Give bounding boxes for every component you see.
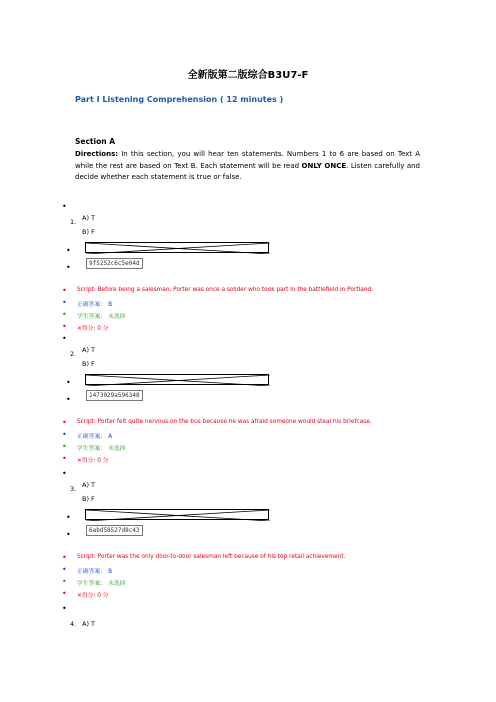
correct-answer-label: 正确答案: bbox=[77, 434, 103, 440]
broken-image-icon bbox=[86, 375, 270, 386]
audio-player-placeholder[interactable] bbox=[85, 242, 269, 253]
bullet: • bbox=[66, 378, 71, 387]
directions-paragraph bbox=[75, 149, 420, 184]
student-answer-value: 未选择 bbox=[108, 581, 126, 587]
correct-answer-value: B bbox=[108, 302, 113, 308]
bullet: • bbox=[62, 286, 67, 295]
question-number: 4. bbox=[70, 620, 77, 628]
bullet: • bbox=[62, 565, 67, 574]
score-text: ✕得分: 0 分 bbox=[77, 458, 109, 464]
bullet: • bbox=[62, 202, 67, 211]
audio-player-placeholder[interactable] bbox=[85, 509, 269, 520]
student-answer-value: 未选择 bbox=[108, 446, 126, 452]
question-number: 1. bbox=[70, 218, 77, 226]
option-b[interactable]: B) F bbox=[82, 228, 95, 236]
bullet: • bbox=[66, 263, 71, 272]
bullet: • bbox=[62, 454, 67, 463]
question-number: 2. bbox=[70, 350, 77, 358]
option-a[interactable]: A) T bbox=[82, 481, 96, 489]
bullet: • bbox=[62, 418, 67, 427]
bullet: • bbox=[66, 513, 71, 522]
bullet: • bbox=[62, 310, 67, 319]
score-text: ✕得分: 0 分 bbox=[77, 593, 109, 599]
correct-answer-value: B bbox=[108, 569, 113, 575]
directions-label: Directions: bbox=[75, 150, 119, 158]
script-text: Script: Porter was the only door-to-door salesman left because of his top retail achievement. bbox=[77, 554, 346, 560]
student-answer-label: 学生答案: bbox=[77, 314, 103, 320]
correct-answer-value: A bbox=[108, 434, 113, 440]
document-title: 全新版第二版综合B3U7-F bbox=[187, 70, 309, 81]
score-text: ✕得分: 0 分 bbox=[77, 326, 109, 332]
student-answer bbox=[77, 578, 126, 587]
broken-image-icon bbox=[86, 243, 270, 254]
broken-image-icon bbox=[86, 510, 270, 521]
student-answer bbox=[77, 443, 126, 452]
question-number: 3. bbox=[70, 485, 77, 493]
bullet: • bbox=[62, 334, 67, 343]
bullet: • bbox=[66, 395, 71, 404]
bullet: • bbox=[62, 553, 67, 562]
directions-text-2: . Listen carefully and decide whether each statement is true or false. bbox=[75, 161, 420, 181]
script-text: Script: Porter felt quite nervous on the bus because he was afraid someone would steal his briefcase. bbox=[77, 419, 372, 425]
bullet: • bbox=[62, 577, 67, 586]
script-text: Script: Before being a salesman, Porter was once a solider who took part in the battlefield in Portland. bbox=[77, 287, 373, 293]
student-answer-value: 未选择 bbox=[108, 314, 126, 320]
audio-code-box: 9f5252c6c5e04d bbox=[86, 258, 143, 269]
part-heading: Part I Listening Comprehension ( 12 minutes ) bbox=[75, 95, 284, 104]
option-a[interactable]: A) T bbox=[82, 214, 96, 222]
bullet: • bbox=[66, 246, 71, 255]
bullet: • bbox=[62, 322, 67, 331]
option-b[interactable]: B) F bbox=[82, 495, 95, 503]
audio-code-box: 6abd58527d8c43 bbox=[86, 525, 143, 536]
correct-answer-label: 正确答案: bbox=[77, 302, 103, 308]
correct-answer bbox=[77, 431, 112, 440]
audio-code-box: 1473029a596348 bbox=[86, 390, 143, 401]
bullet: • bbox=[62, 298, 67, 307]
correct-answer bbox=[77, 566, 112, 575]
student-answer-label: 学生答案: bbox=[77, 446, 103, 452]
section-heading: Section A bbox=[75, 137, 115, 146]
student-answer-label: 学生答案: bbox=[77, 581, 103, 587]
audio-player-placeholder[interactable] bbox=[85, 374, 269, 385]
bullet: • bbox=[62, 469, 67, 478]
correct-answer bbox=[77, 299, 112, 308]
bullet: • bbox=[66, 530, 71, 539]
bullet: • bbox=[62, 442, 67, 451]
directions-emphasis: ONLY ONCE bbox=[301, 161, 347, 170]
bullet: • bbox=[62, 430, 67, 439]
option-b[interactable]: B) F bbox=[82, 360, 95, 368]
option-a[interactable]: A) T bbox=[82, 620, 96, 628]
student-answer bbox=[77, 311, 126, 320]
bullet: • bbox=[62, 604, 67, 613]
bullet: • bbox=[62, 589, 67, 598]
directions-text-1: In this section, you will hear ten statements. Numbers 1 to 6 are based on Text A while the rest are based on Text B. Each statement will be read bbox=[75, 150, 420, 170]
option-a[interactable]: A) T bbox=[82, 346, 96, 354]
correct-answer-label: 正确答案: bbox=[77, 569, 103, 575]
